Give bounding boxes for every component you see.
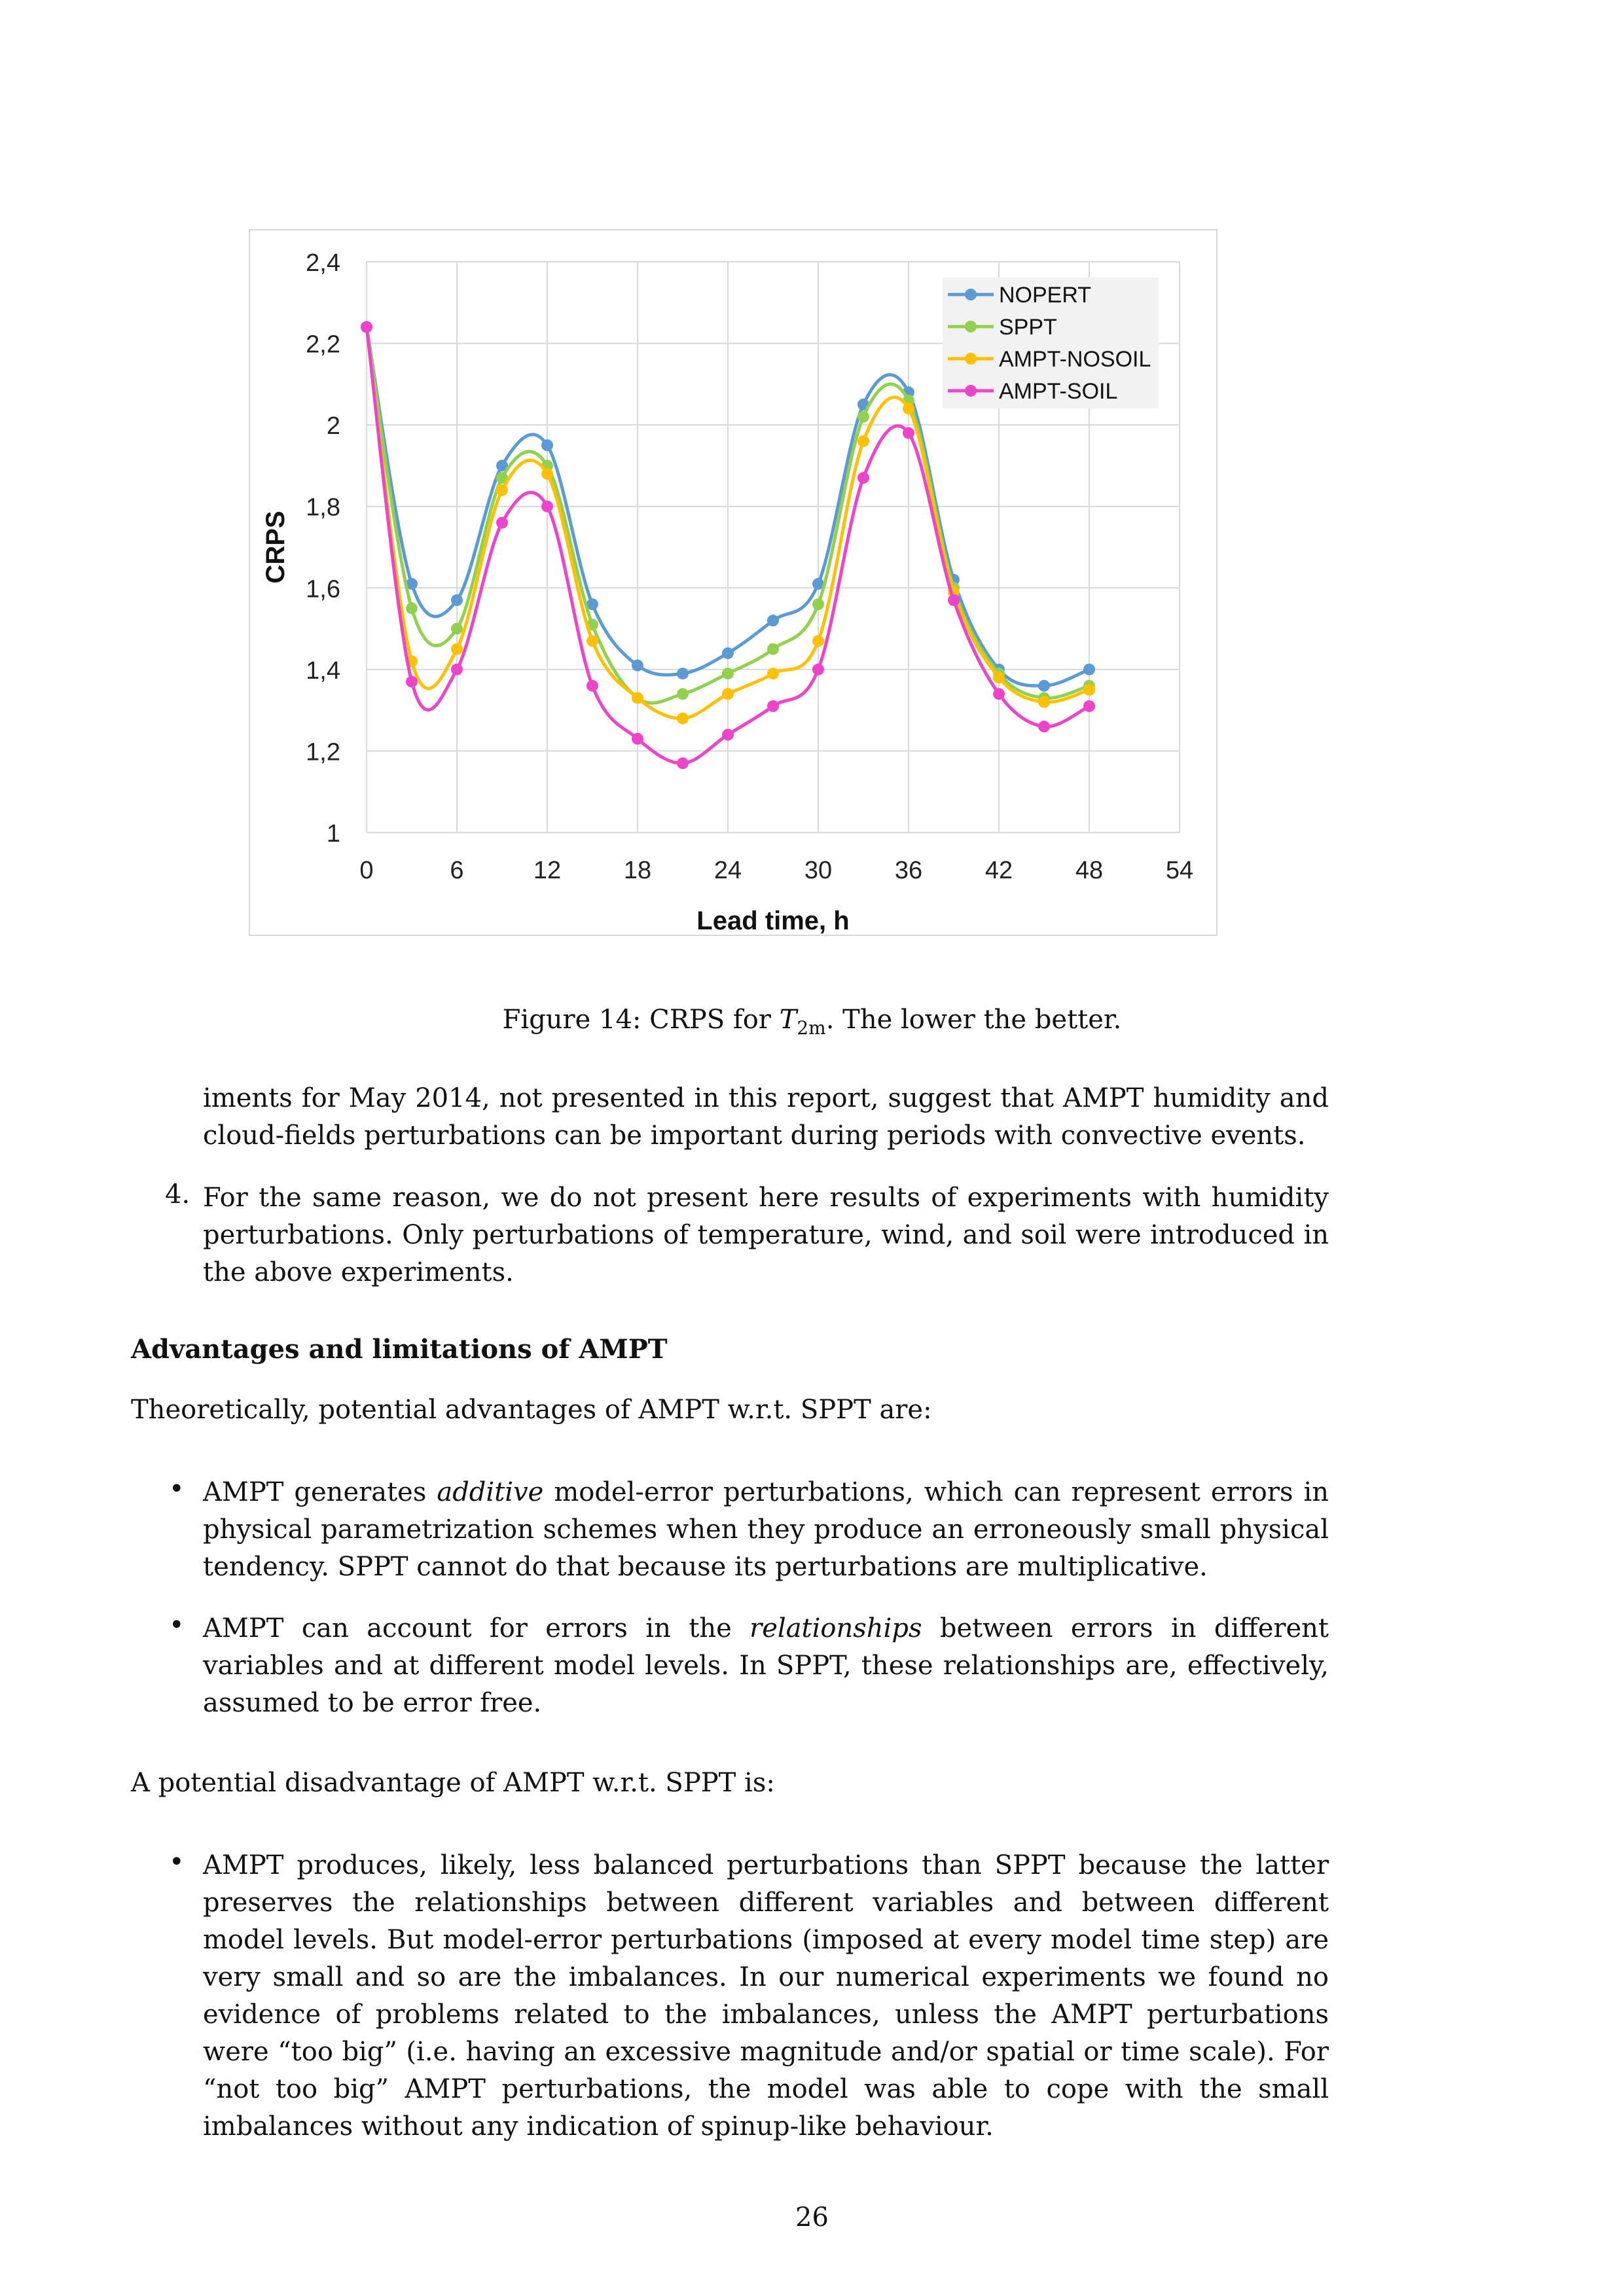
data-point-ampt-soil bbox=[903, 427, 914, 439]
bullet-marker-2: • bbox=[169, 1610, 185, 1640]
data-point-ampt-nosoil bbox=[722, 688, 734, 700]
y-axis-label: CRPS bbox=[261, 511, 290, 584]
data-point-ampt-soil bbox=[812, 664, 824, 675]
x-tick-label: 48 bbox=[1075, 857, 1104, 884]
legend-label: AMPT-SOIL bbox=[999, 379, 1118, 404]
data-point-ampt-soil bbox=[406, 676, 418, 688]
x-tick-label: 54 bbox=[1165, 857, 1194, 884]
bullet-item-additive bbox=[203, 1474, 1329, 1586]
data-point-ampt-nosoil bbox=[993, 672, 1005, 683]
legend-swatch-marker bbox=[965, 353, 977, 365]
crps-chart bbox=[249, 229, 1218, 936]
x-tick-label: 0 bbox=[359, 857, 374, 884]
data-point-ampt-nosoil bbox=[586, 635, 598, 647]
data-point-nopert bbox=[767, 615, 779, 626]
page-number: 26 bbox=[795, 2202, 829, 2233]
legend-label: SPPT bbox=[999, 315, 1057, 340]
caption-subscript: 2m bbox=[797, 1017, 826, 1039]
bullet2-emphasis: relationships bbox=[749, 1613, 922, 1643]
y-tick-label: 1,4 bbox=[306, 656, 340, 685]
data-point-sppt bbox=[451, 623, 463, 635]
bullet2-text-post: between errors in different variables and at different model levels. In SPPT, these relationships are, effectively, assumed to be error free. bbox=[203, 1613, 1329, 1718]
data-point-nopert bbox=[632, 660, 643, 672]
legend-swatch-marker bbox=[965, 321, 977, 332]
bullet-marker-1: • bbox=[169, 1474, 185, 1504]
data-point-ampt-nosoil bbox=[677, 713, 689, 725]
data-point-sppt bbox=[406, 602, 418, 614]
figure-caption bbox=[0, 1005, 1624, 1039]
data-point-ampt-nosoil bbox=[767, 668, 779, 679]
data-point-ampt-soil bbox=[993, 688, 1005, 700]
bullet-marker-3: • bbox=[169, 1847, 185, 1877]
data-point-ampt-soil bbox=[722, 729, 734, 741]
data-point-sppt bbox=[812, 598, 824, 610]
disadvantage-intro: A potential disadvantage of AMPT w.r.t. SPPT is: bbox=[131, 1768, 775, 1798]
y-tick-label: 2,4 bbox=[306, 249, 340, 277]
data-point-sppt bbox=[677, 688, 689, 700]
data-point-ampt-soil bbox=[857, 472, 869, 484]
data-point-nopert bbox=[541, 439, 553, 451]
y-tick-label: 1,6 bbox=[306, 575, 340, 603]
caption-variable: T bbox=[779, 1005, 797, 1035]
data-point-ampt-nosoil bbox=[541, 468, 553, 480]
bullet2-text-pre: AMPT can account for errors in the bbox=[203, 1613, 750, 1643]
data-point-ampt-soil bbox=[632, 733, 643, 745]
x-tick-label: 42 bbox=[984, 857, 1013, 884]
data-point-ampt-soil bbox=[1083, 700, 1095, 712]
section-heading: Advantages and limitations of AMPT bbox=[131, 1334, 668, 1365]
data-point-ampt-soil bbox=[586, 680, 598, 692]
y-tick-label: 2,2 bbox=[306, 331, 340, 359]
data-point-ampt-soil bbox=[541, 501, 553, 512]
data-point-ampt-nosoil bbox=[903, 403, 914, 414]
data-point-sppt bbox=[722, 668, 734, 679]
data-point-ampt-nosoil bbox=[1038, 696, 1050, 708]
data-point-sppt bbox=[767, 643, 779, 655]
data-point-nopert bbox=[451, 594, 463, 606]
legend-swatch-marker bbox=[965, 385, 977, 397]
x-tick-label: 36 bbox=[894, 857, 923, 884]
data-point-sppt bbox=[857, 411, 869, 423]
list-number-4: 4. bbox=[165, 1179, 190, 1210]
data-point-ampt-nosoil bbox=[1083, 684, 1095, 696]
data-point-ampt-soil bbox=[496, 517, 508, 529]
data-point-nopert bbox=[1083, 664, 1095, 675]
data-point-nopert bbox=[677, 668, 689, 679]
continuation-line-2: cloud-fields perturbations can be important during periods with convective events. bbox=[203, 1121, 1306, 1151]
data-point-ampt-nosoil bbox=[496, 484, 508, 496]
legend-label: NOPERT bbox=[999, 283, 1092, 308]
data-point-nopert bbox=[722, 647, 734, 659]
x-tick-label: 24 bbox=[713, 857, 742, 884]
bullet1-text-pre: AMPT generates bbox=[203, 1477, 437, 1507]
y-tick-label: 1 bbox=[326, 820, 340, 848]
data-point-ampt-nosoil bbox=[857, 435, 869, 447]
data-point-nopert bbox=[1038, 680, 1050, 692]
data-point-ampt-soil bbox=[361, 321, 372, 333]
x-tick-label: 18 bbox=[623, 857, 652, 884]
data-point-ampt-nosoil bbox=[632, 692, 643, 704]
x-tick-label: 30 bbox=[804, 857, 833, 884]
bullet-item-relationships bbox=[203, 1610, 1329, 1722]
y-tick-label: 1,8 bbox=[306, 493, 340, 522]
bullet1-emphasis: additive bbox=[437, 1477, 544, 1507]
x-tick-label: 6 bbox=[450, 857, 464, 884]
data-point-ampt-soil bbox=[948, 594, 960, 606]
data-point-ampt-soil bbox=[677, 757, 689, 769]
data-point-ampt-nosoil bbox=[812, 635, 824, 647]
data-point-ampt-nosoil bbox=[451, 643, 463, 655]
data-point-ampt-soil bbox=[451, 664, 463, 675]
legend-swatch-marker bbox=[965, 289, 977, 300]
x-tick-label: 12 bbox=[533, 857, 562, 884]
data-point-ampt-soil bbox=[767, 700, 779, 712]
caption-suffix: . The lower the better. bbox=[825, 1005, 1122, 1035]
x-axis-label: Lead time, h bbox=[696, 906, 850, 935]
list-item-3-continuation bbox=[203, 1080, 1329, 1155]
list-item-4: For the same reason, we do not present here results of experiments with humidity perturbations. Only perturbations of temperature, wind, and soil were introduced in the above experiments. bbox=[203, 1183, 1329, 1287]
advantages-intro: Theoretically, potential advantages of AMPT w.r.t. SPPT are: bbox=[131, 1395, 932, 1425]
crps-line-chart bbox=[250, 230, 1216, 935]
bullet1-text-post: model-error perturbations, which can represent errors in physical parametrization schemes when they produce an erroneously small physical tendency. SPPT cannot do that because its perturbations are multiplicative. bbox=[203, 1477, 1329, 1582]
y-tick-label: 1,2 bbox=[306, 738, 340, 766]
y-tick-label: 2 bbox=[326, 412, 340, 440]
data-point-ampt-soil bbox=[1038, 721, 1050, 732]
continuation-line-1: iments for May 2014, not presented in this report, suggest that AMPT humidity and bbox=[203, 1083, 1329, 1113]
legend-label: AMPT-NOSOIL bbox=[999, 347, 1151, 372]
bullet-item-imbalances: AMPT produces, likely, less balanced perturbations than SPPT because the latter preserves the relationships between different variables and between different model levels. But model-error perturbations (imposed at every model time step) are very small and so are the imbalances. In our numerical experiments we found no evidence of problems related to the imbalances, unless the AMPT perturbations were “too big” (i.e. having an excessive magnitude and/or spatial or time scale). For “not too big” AMPT perturbations, the model was able to cope with the small imbalances without any indication of spinup-like behaviour. bbox=[203, 1850, 1329, 2142]
caption-prefix: Figure 14: CRPS for bbox=[502, 1005, 780, 1035]
